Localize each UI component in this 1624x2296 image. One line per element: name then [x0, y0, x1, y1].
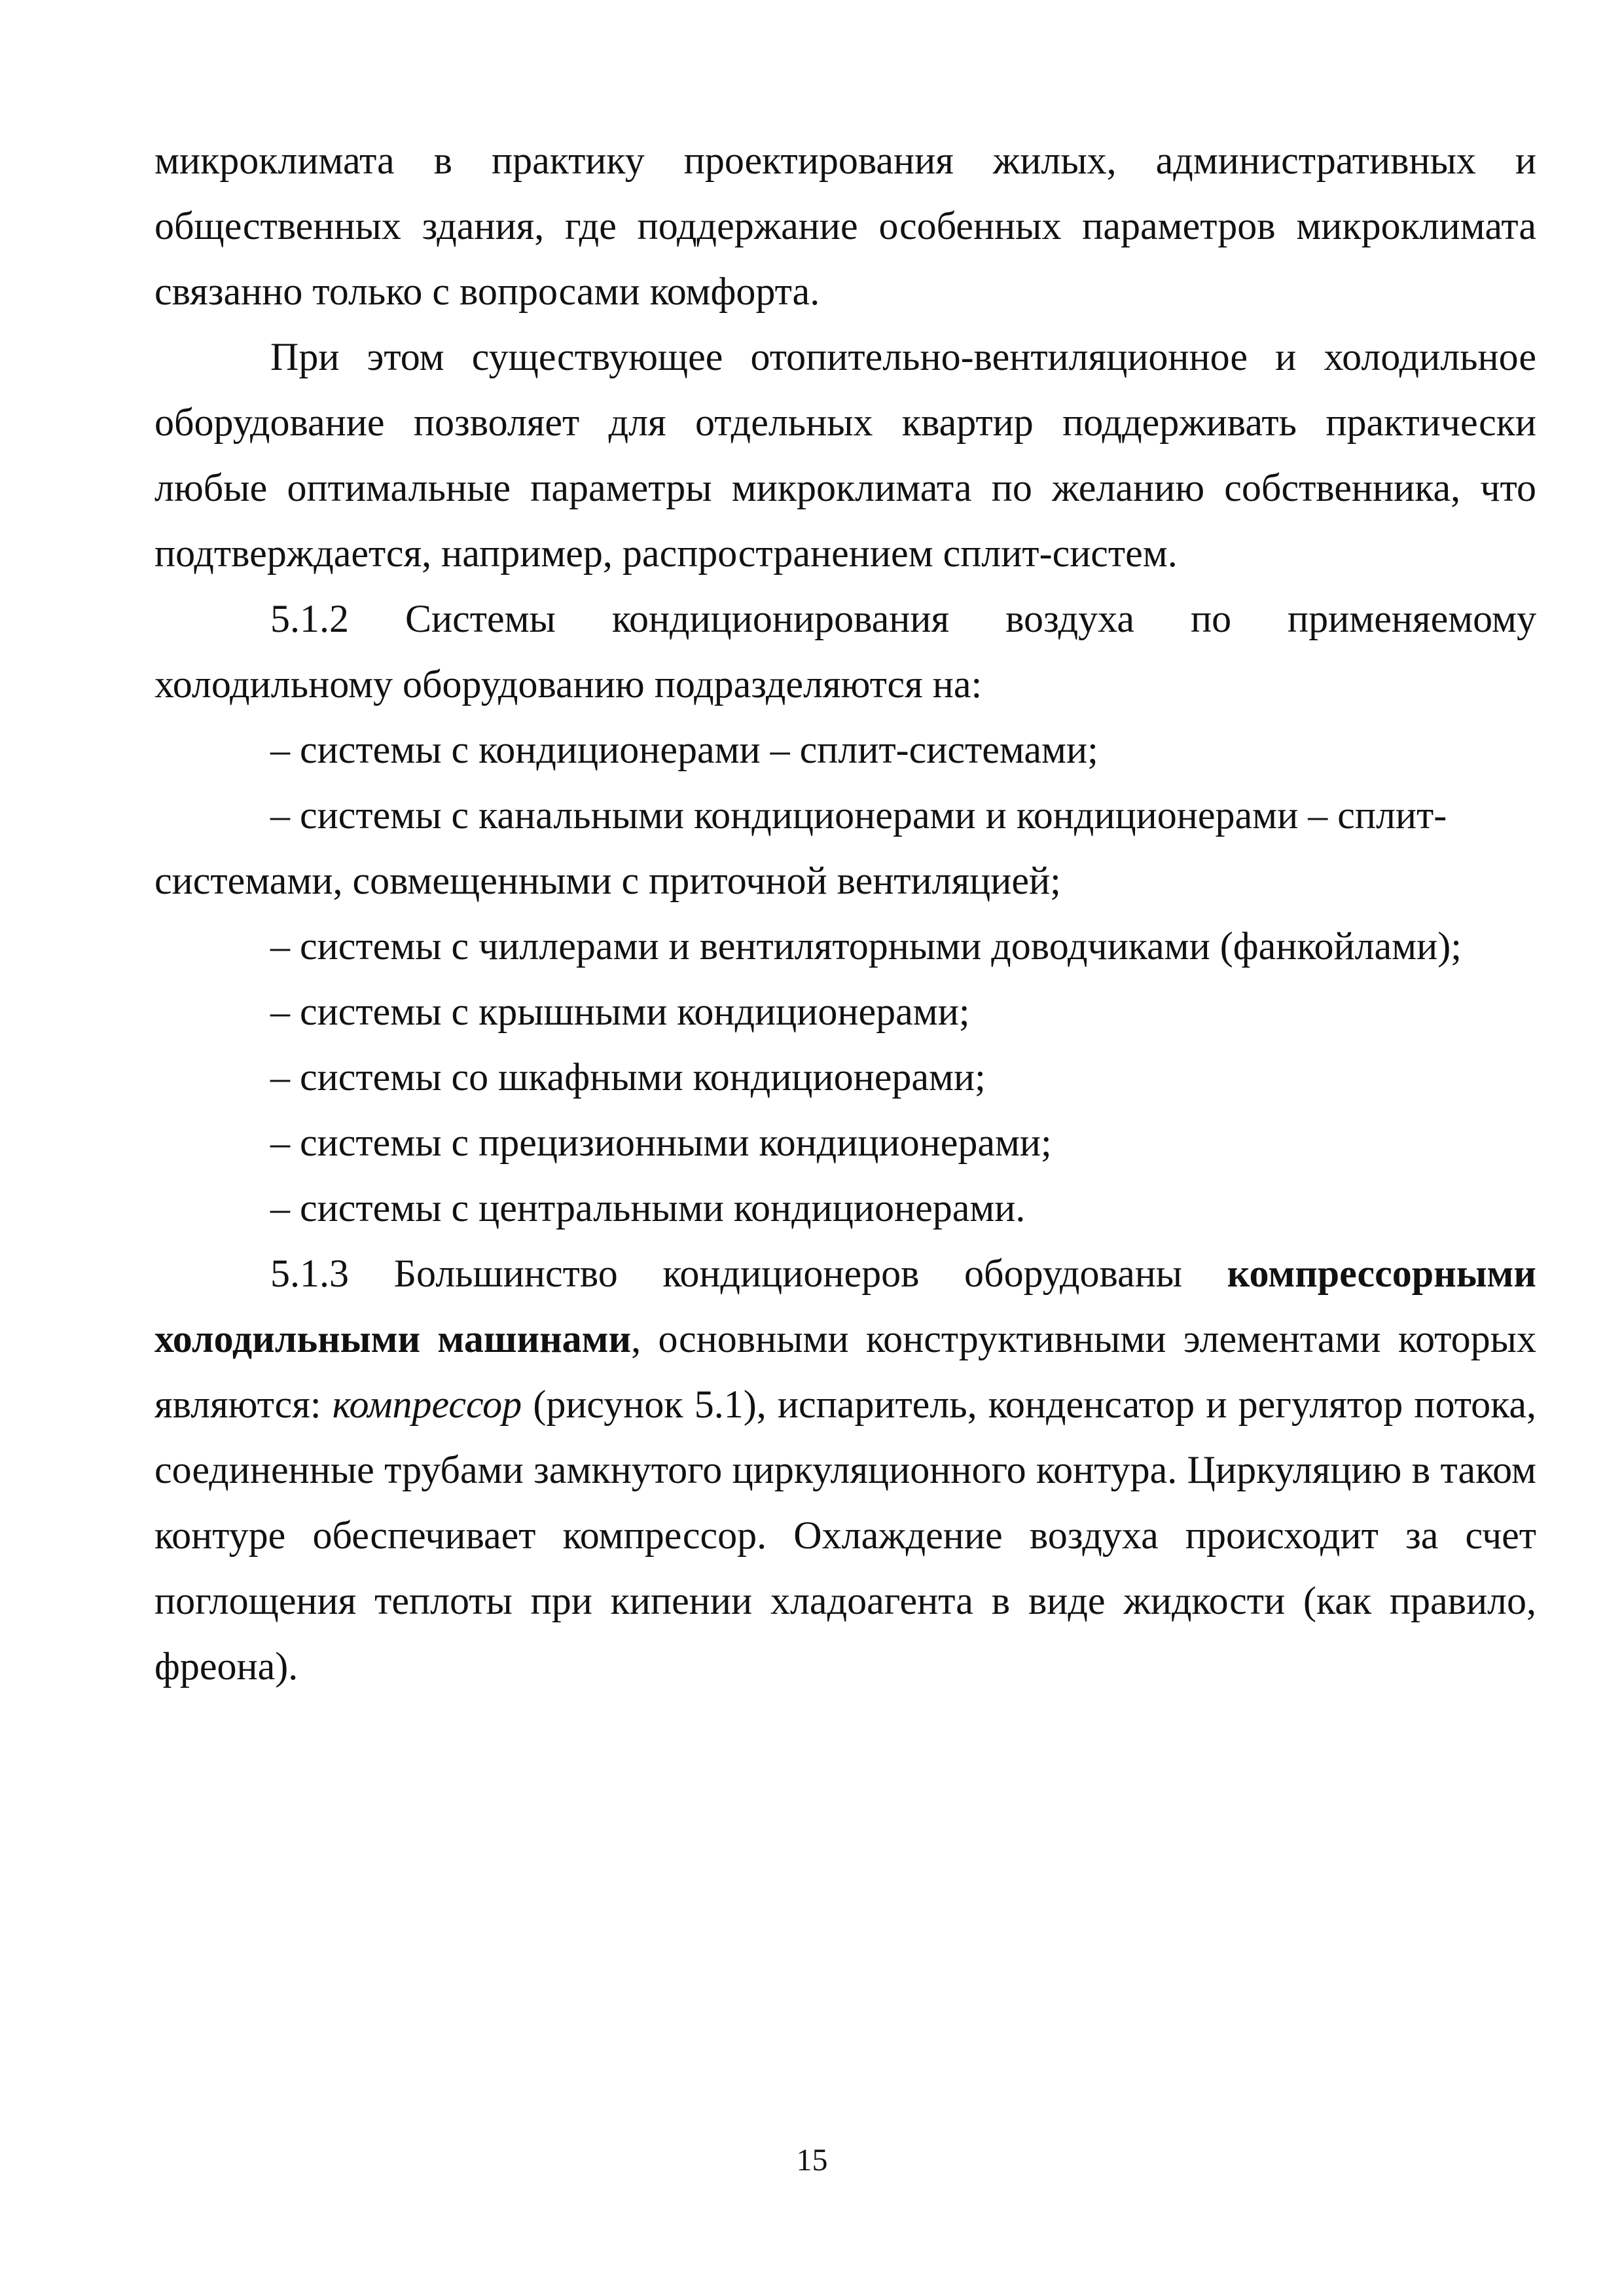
- section-5-1-3-tail: (рисунок 5.1), испаритель, конденсатор и регулятор потока, соединенные трубами замкнутого циркуляционного контура. Циркуляцию в таком контуре обеспечивает компрессор. Охлаждение воздуха происходит за счет поглощения теплоты при кипении хладоагента в виде жидкости (как правило, фреона).: [154, 1383, 1536, 1688]
- list-item: – системы с канальными кондиционерами и кондиционерами – сплит-системами, совмещенными с приточной вентиляцией;: [154, 793, 1447, 902]
- paragraph-equipment: При этом существующее отопительно-вентиляционное и холодильное оборудование позволяет для отдельных квартир поддерживать практически любые оптимальные параметры микроклимата по желанию собственника, что подтверждается, например, распространением сплит-систем.: [154, 335, 1536, 575]
- italic-term: компрессор: [332, 1383, 522, 1426]
- section-5-1-3-lead: 5.1.3 Большинство кондиционеров оборудованы: [270, 1252, 1227, 1295]
- page-number: 15: [796, 2143, 828, 2178]
- page-body: [154, 128, 1536, 1699]
- paragraph-section-5-1-2: 5.1.2 Системы кондиционирования воздуха по применяемому холодильному оборудованию подразделяются на:: [154, 597, 1536, 706]
- list-item: – системы со шкафными кондиционерами;: [270, 1055, 986, 1099]
- bold-term: компрессорными холодильными машинами: [154, 1252, 1536, 1360]
- paragraph-section-5-1-3: [154, 1241, 1536, 1699]
- section-5-1-3-mid: , основными конструктивными элементами которых являются:: [154, 1317, 1536, 1426]
- list-item: – системы с крышными кондиционерами;: [270, 990, 970, 1033]
- list-item: – системы с чиллерами и вентиляторными доводчиками (фанкойлами);: [270, 924, 1462, 968]
- list-item: – системы с кондиционерами – сплит-системами;: [270, 728, 1098, 771]
- paragraph-continuation: микроклимата в практику проектирования жилых, административных и общественных здания, где поддержание особенных параметров микроклимата связанно только с вопросами комфорта.: [154, 139, 1536, 313]
- list-item: – системы с прецизионными кондиционерами;: [270, 1121, 1052, 1164]
- list-item: – системы с центральными кондиционерами.: [270, 1186, 1026, 1230]
